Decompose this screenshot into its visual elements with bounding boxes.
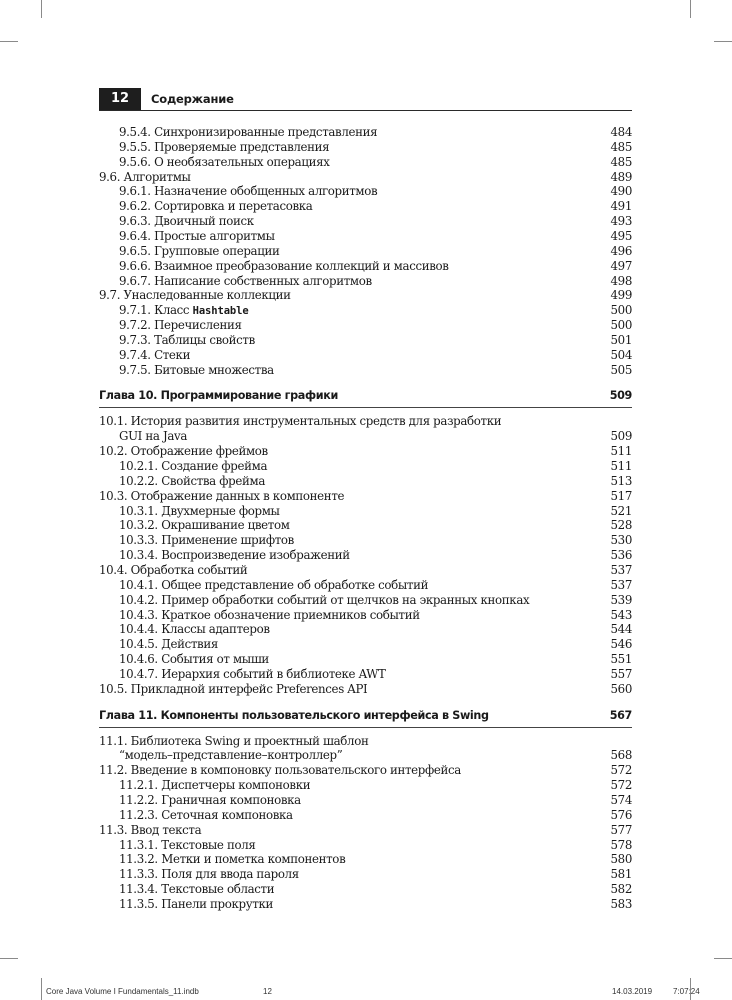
crop-mark-left-top [0,41,18,42]
toc-subsection-entry[interactable] [119,533,632,549]
toc-section-entry[interactable] [99,682,632,698]
toc-entry-title [99,763,461,779]
toc-entry-text: 10.4. Обработка событий [99,562,248,577]
toc-subsection-entry[interactable] [119,155,632,171]
toc-entry-title [119,778,310,794]
toc-entry-text: 11.3.3. Поля для ввода пароля [119,867,299,882]
toc-entry-title [119,593,529,609]
toc-entry-title [119,214,254,230]
toc-entry-text: 9.6.2. Сортировка и перетасовка [119,199,313,214]
crop-mark-top-right [690,0,691,18]
toc-subsection-entry[interactable] [119,867,632,883]
toc-entry-text: 10.4.1. Общее представление об обработке событий [119,577,429,592]
toc-entry-title [119,622,270,638]
toc-subsection-entry[interactable] [119,459,632,475]
toc-chapter-title: Глава 11. Компоненты пользовательского интерфейса в Swing [99,708,489,722]
toc-entry-page: 581 [610,867,632,882]
toc-entry-page: 517 [610,488,632,503]
toc-entry-text: 10.4.6. События от мыши [119,652,269,667]
toc-entry-text: 10.2. Отображение фреймов [99,444,268,459]
toc-entry-page: 580 [610,852,632,867]
toc-subsection-entry[interactable] [119,244,632,260]
toc-entry-text: 10.1. История развития инструментальных средств для разработки [99,414,502,429]
toc-entry-text: 9.6.3. Двоичный поиск [119,214,254,229]
toc-entry-page: 489 [610,169,632,184]
toc-subsection-entry[interactable] [119,622,632,638]
toc-entry-page: 496 [610,243,632,258]
toc-entry-title [119,548,350,564]
page-number-badge: 12 [99,88,141,110]
toc-entry-page: 509 [610,429,632,444]
toc-subsection-entry[interactable] [119,348,632,364]
toc-section-entry[interactable] [99,823,632,839]
crop-mark-left-bottom [0,958,18,959]
toc-entry-title [119,244,280,260]
toc-entry-page: 493 [610,214,632,229]
toc-entry-title [119,748,342,764]
toc-entry-title [119,637,218,653]
toc-chapter-title: Глава 10. Программирование графики [99,389,338,403]
toc-subsection-entry[interactable] [119,593,632,609]
toc-subsection-entry[interactable] [119,667,632,683]
toc-entry-text: 11.2.2. Граничная компоновка [119,793,301,807]
toc-subsection-entry[interactable] [119,548,632,564]
toc-subsection-entry[interactable] [119,363,632,379]
toc-entry-title [119,333,255,349]
toc-entry-code: Hashtable [192,305,249,318]
toc-entry-title [119,867,299,883]
toc-entry-text: 11.1. Библиотека Swing и проектный шаблон [99,733,369,748]
toc-entry-text: “модель–представление–контроллер” [119,748,343,763]
toc-entry-title [99,170,191,186]
toc-entry-page: 484 [610,125,632,139]
toc-entry-page: 511 [610,444,632,459]
toc-entry-page: 544 [610,622,632,637]
toc-entry-page: 557 [610,666,632,681]
toc-entry-text: GUI на Java [119,429,188,444]
toc-entry-page: 499 [610,288,632,303]
toc-entry-page: 543 [610,607,632,622]
toc-entry-title [119,229,275,245]
toc-entry-text: 9.6.7. Написание собственных алгоритмов [119,273,372,288]
toc-entry-title [99,414,501,430]
toc-subsection-entry[interactable] [119,778,632,794]
toc-entry-page: 539 [610,592,632,607]
toc-entry-title [119,504,280,520]
toc-entry-title [119,838,255,854]
toc-entry-text: 9.6.6. Взаимное преобразование коллекций и массивов [119,258,449,273]
toc-entry-title [119,318,242,334]
toc-entry-page: 490 [610,184,632,199]
toc-subsection-entry[interactable] [119,637,632,653]
toc-entry-page: 521 [610,503,632,518]
toc-subsection-entry[interactable] [119,125,632,141]
toc-entry-title [99,288,291,304]
toc-entry-title [119,155,330,171]
toc-subsection-entry[interactable] [119,259,632,275]
toc-subsection-entry[interactable] [119,838,632,854]
toc-subsection-entry[interactable] [119,199,632,215]
toc-entry-page: 577 [610,822,632,837]
toc-entry-page: 504 [610,347,632,362]
toc-entry-text: 11.2.1. Диспетчеры компоновки [119,778,311,793]
toc-entry-title [119,459,267,475]
toc-subsection-entry[interactable] [119,274,632,290]
toc-entry-text: 10.5. Прикладной интерфейс Preferences API [99,681,368,696]
toc-entry-page: 528 [610,518,632,533]
toc-entry-page: 536 [610,548,632,563]
toc-entry-title [119,474,265,490]
toc-entry-title [119,793,301,809]
toc-entry-title [119,808,293,824]
toc-entry-title [99,734,368,750]
footer-sheet-number: 12 [263,987,272,996]
toc-entry-title [119,608,420,624]
toc-entry-text: 9.5.5. Проверяемые представления [119,139,330,154]
footer-date: 14.03.2019 [612,987,653,996]
toc-entry-text: 9.5.6. О необязательных операциях [119,154,330,169]
crop-mark-top-left [41,0,42,18]
toc-entry-title [99,682,367,698]
toc-entry-page: 560 [610,681,632,696]
toc-entry-page: 530 [610,533,632,548]
toc-entry-page: 485 [610,139,632,154]
toc-section-entry[interactable] [99,734,632,750]
toc-entry-title [99,444,268,460]
toc-entry-page: 576 [610,807,632,822]
toc-entry-page: 572 [610,763,632,778]
toc-subsection-entry[interactable] [119,303,632,319]
toc-entry-page: 582 [610,882,632,897]
toc-entry-text: 10.4.5. Действия [119,637,218,652]
toc-subsection-entry[interactable] [119,897,632,913]
toc-entry-title [119,518,290,534]
toc-entry-title [119,852,345,868]
toc-entry-title [119,897,273,913]
toc-section-entry[interactable] [99,763,632,779]
toc-entry-text: 9.7.1. Класс [119,303,193,318]
toc-entry-text: 10.3.2. Окрашивание цветом [119,518,290,533]
toc-entry-title [119,140,329,156]
toc-subsection-entry[interactable] [119,429,632,445]
toc-subsection-entry[interactable] [119,808,632,824]
toc-subsection-entry[interactable] [119,852,632,868]
toc-entry-page: 572 [610,778,632,793]
toc-entry-title [99,563,247,579]
toc-entry-title [119,199,313,215]
toc-entry-page: 501 [610,332,632,347]
toc-entry-title [99,823,201,839]
toc-entry-page: 583 [610,896,632,911]
toc-entry-text: 9.6.4. Простые алгоритмы [119,228,275,243]
toc-chapter-page: 509 [609,389,632,403]
toc-entry-text: 9.7.2. Перечисления [119,318,242,333]
toc-entry-page: 485 [610,154,632,169]
toc-entry-page: 537 [610,577,632,592]
toc-subsection-entry[interactable] [119,318,632,334]
toc-entry-text: 10.3.4. Воспроизведение изображений [119,548,350,563]
toc-subsection-entry[interactable] [119,518,632,534]
toc-entry-title [119,303,249,319]
toc-subsection-entry[interactable] [119,652,632,668]
toc-entry-page: 551 [610,652,632,667]
toc-section-entry[interactable] [99,563,632,579]
toc-entry-title [119,667,386,683]
toc-entry-page: 505 [610,362,632,377]
footer-file-name: Core Java Volume I Fundamentals_11.indb [46,987,199,996]
toc-entry-text: 11.2. Введение в компоновку пользовательского интерфейса [99,763,461,778]
toc-entry-page: 495 [610,228,632,243]
toc-subsection-entry[interactable] [119,229,632,245]
toc-entry-text: 11.3.4. Текстовые области [119,882,275,897]
crop-mark-right-top [714,41,732,42]
toc-entry-page: 574 [610,793,632,807]
toc-subsection-entry[interactable] [119,578,632,594]
toc-subsection-entry[interactable] [119,184,632,200]
toc-subsection-entry[interactable] [119,140,632,156]
toc-subsection-entry[interactable] [119,474,632,490]
toc-chapter-page: 567 [609,708,632,722]
toc-entry-page: 500 [610,318,632,333]
toc-entry-page: 513 [610,473,632,488]
toc-entry-title [119,578,428,594]
toc-entry-title [119,429,187,445]
toc-entry-title [119,652,269,668]
toc-entry-title [119,533,294,549]
toc-entry-page: 537 [610,562,632,577]
toc-subsection-entry[interactable] [119,608,632,624]
toc-entry-page: 500 [610,303,632,318]
toc-entry-text: 11.3.1. Текстовые поля [119,837,256,852]
toc-entry-text: 9.6.5. Групповые операции [119,243,280,258]
running-header [99,88,632,111]
toc-entry-text: 10.4.4. Классы адаптеров [119,622,270,637]
toc-entry-title [119,274,372,290]
toc-entry-text: 10.2.1. Создание фрейма [119,459,268,473]
toc-entry-page: 546 [610,637,632,652]
toc-entry-text: 11.3.2. Метки и пометка компонентов [119,852,346,867]
toc-entry-text: 10.3. Отображение данных в компоненте [99,488,345,503]
toc-entry-page: 578 [610,837,632,852]
crop-mark-bottom-left [41,978,42,1000]
toc-entry-title [119,259,449,275]
toc-entry-page: 568 [610,748,632,763]
toc-entry-text: 10.2.2. Свойства фрейма [119,473,266,488]
toc-entry-title [119,348,190,364]
toc-section-entry[interactable] [99,444,632,460]
toc-entry-text: 10.3.1. Двухмерные формы [119,503,280,518]
toc-entry-text: 9.7.3. Таблицы свойств [119,332,255,347]
crop-mark-right-bottom [714,958,732,959]
toc-section-entry[interactable] [99,489,632,505]
toc-chapter-heading[interactable] [99,705,632,728]
toc-subsection-entry[interactable] [119,333,632,349]
toc-entry-text: 9.7. Унаследованные коллекции [99,288,291,303]
toc-entry-text: 10.4.3. Краткое обозначение приемников событий [119,607,420,622]
toc-entry-text: 9.7.5. Битовые множества [119,362,274,377]
toc-entry-title [119,184,377,200]
toc-entry-page: 498 [610,273,632,288]
toc-entry-text: 9.5.4. Синхронизированные представления [119,125,378,139]
toc-entry-page: 511 [610,459,632,473]
toc-subsection-entry[interactable] [119,793,632,809]
toc-subsection-entry[interactable] [119,214,632,230]
toc-entry-title [119,125,377,141]
toc-entry-text: 10.3.3. Применение шрифтов [119,533,294,548]
toc-subsection-entry[interactable] [119,882,632,898]
toc-entry-title [99,489,344,505]
toc-entry-text: 10.4.2. Пример обработки событий от щелчков на экранных кнопках [119,592,530,607]
running-title: Содержание [151,92,234,106]
toc-entry-page: 497 [610,258,632,273]
toc-section-entry[interactable] [99,414,632,430]
toc-section-entry[interactable] [99,170,632,186]
toc-entry-title [119,363,274,379]
toc-entry-text: 10.4.7. Иерархия событий в библиотеке AWT [119,666,386,681]
toc-section-entry[interactable] [99,288,632,304]
toc-entry-text: 9.6. Алгоритмы [99,169,191,184]
toc-entry-text: 11.3.5. Панели прокрутки [119,896,274,911]
toc-entry-text: 11.2.3. Сеточная компоновка [119,807,293,822]
toc-subsection-entry[interactable] [119,748,632,764]
toc-entry-text: 9.6.1. Назначение обобщенных алгоритмов [119,184,378,199]
toc-entry-text: 11.3. Ввод текста [99,822,202,837]
footer-time: 7:07:24 [673,987,700,996]
toc-entry-title [119,882,274,898]
toc-entry-text: 9.7.4. Стеки [119,347,191,362]
toc-subsection-entry[interactable] [119,504,632,520]
toc-chapter-heading[interactable] [99,385,632,408]
toc-entry-page: 491 [610,199,632,214]
